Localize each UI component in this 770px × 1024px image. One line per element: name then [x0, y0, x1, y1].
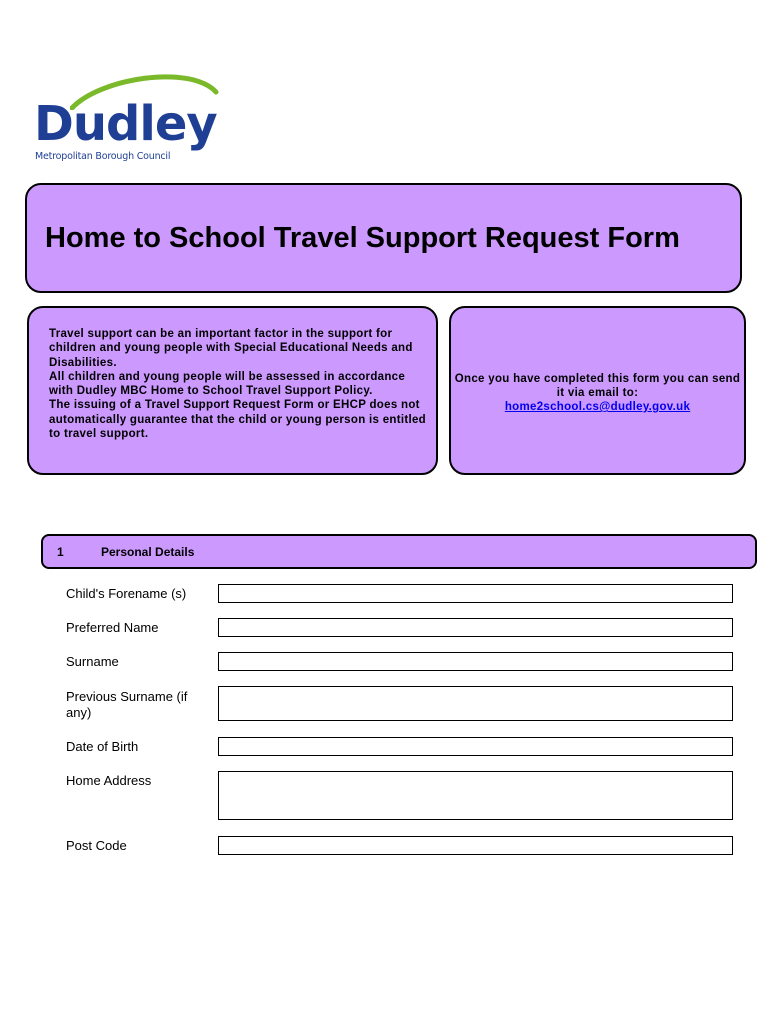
submission-text [451, 372, 744, 414]
policy-text [49, 327, 429, 441]
surname-label: Surname [66, 654, 119, 669]
info-panel-submission [449, 306, 746, 475]
policy-paragraph: The issuing of a Travel Support Request Form or EHCP does not automatically guarantee that the child or young person is entitled to travel support. [49, 399, 426, 441]
logo-wordmark: Dudley [34, 96, 217, 152]
date-of-birth-field[interactable] [218, 737, 733, 756]
title-panel [25, 183, 742, 293]
home-address-label: Home Address [66, 773, 152, 788]
post-code-label: Post Code [66, 838, 127, 853]
forename-field[interactable] [218, 584, 733, 603]
logo-subtitle: Metropolitan Borough Council [35, 151, 171, 162]
dudley-logo [30, 70, 220, 166]
section-title: Personal Details [101, 545, 195, 559]
section-header-personal-details [41, 534, 757, 569]
policy-paragraph: All children and young people will be assessed in accordance with Dudley MBC Home to School Travel Support Policy. [49, 370, 406, 398]
preferred-name-label: Preferred Name [66, 620, 159, 635]
info-panel-policy [27, 306, 438, 475]
forename-label: Child's Forename (s) [66, 586, 187, 601]
submission-instructions: Once you have completed this form you can send it via email to: [454, 373, 741, 399]
date-of-birth-label: Date of Birth [66, 739, 139, 754]
previous-surname-field[interactable] [218, 686, 733, 721]
page-title: Home to School Travel Support Request Form [45, 222, 680, 254]
email-link[interactable]: home2school.cs@dudley.gov.uk [504, 401, 691, 413]
surname-field[interactable] [218, 652, 733, 671]
post-code-field[interactable] [218, 836, 733, 855]
section-number: 1 [57, 545, 64, 559]
policy-paragraph: Travel support can be an important factor in the support for children and young people with Special Educational Needs and Disabilities. [49, 328, 413, 369]
preferred-name-field[interactable] [218, 618, 733, 637]
home-address-field[interactable] [218, 771, 733, 820]
previous-surname-label: Previous Surname (if any) [66, 689, 188, 720]
